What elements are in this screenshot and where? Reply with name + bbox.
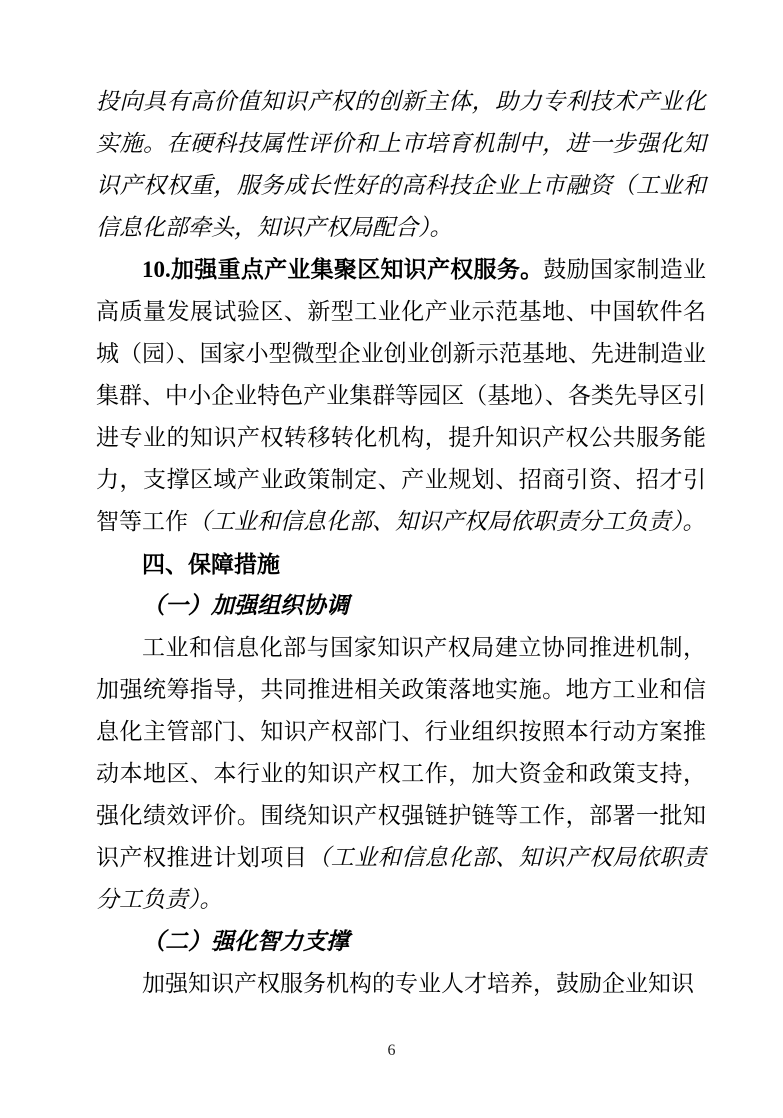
section-heading-safeguards: 四、保障措施 — [142, 551, 280, 577]
page-number: 6 — [387, 1042, 396, 1059]
item-10-bold-lead: 10.加强重点产业集聚区知识产权服务。 — [142, 257, 544, 282]
paragraph-continuation — [96, 81, 706, 249]
paragraph-item-10 — [96, 249, 706, 543]
subsection-heading-org-coordination: （一）加强组织协调 — [142, 593, 349, 618]
item-10-body-text: 鼓励国家制造业高质量发展试验区、新型工业化产业示范基地、中国软件名城（园）、国家小型微型企业创业创新示范基地、先进制造业集群、中小企业特色产业集群等园区（基地）、各类先导区引进专业的知识产权转移转化机构，提升知识产权公共服务能力，支撑区域产业政策制定、产业规划、招商引资、招才引智等工作 — [96, 257, 707, 534]
paragraph-org-body-text: 工业和信息化部与国家知识产权局建立协同推进机制，加强统筹指导，共同推进相关政策落地实施。地方工业和信息化主管部门、知识产权部门、行业组织按照本行动方案推动本地区、本行业的知识产权工作，加大资金和政策支持，强化绩效评价。围绕知识产权强链护链等工作，部署一批知识产权推进计划项目 — [96, 635, 706, 870]
paragraph-talent-text: 加强知识产权服务机构的专业人才培养，鼓励企业知识 — [142, 971, 694, 996]
document-text-block — [96, 81, 706, 1005]
paragraph-continuation-text: 投向具有高价值知识产权的创新主体，助力专利技术产业化实施。在硬科技属性评价和上市培育机制中，进一步强化知识产权权重，服务成长性好的高科技企业上市融资（工业和信息化部牵头，知识产权局配合）。 — [96, 89, 706, 240]
paragraph-org-coordination — [96, 627, 706, 921]
item-10-responsibility-annotation: （工业和信息化部、知识产权局依职责分工负责）。 — [188, 509, 706, 534]
paragraph-org-responsibility-annotation: （工业和信息化部、知识产权局依职责分工负责）。 — [96, 845, 707, 912]
subsection-heading-talent-support: （二）强化智力支撑 — [142, 929, 349, 954]
paragraph-talent-support — [96, 963, 706, 1005]
